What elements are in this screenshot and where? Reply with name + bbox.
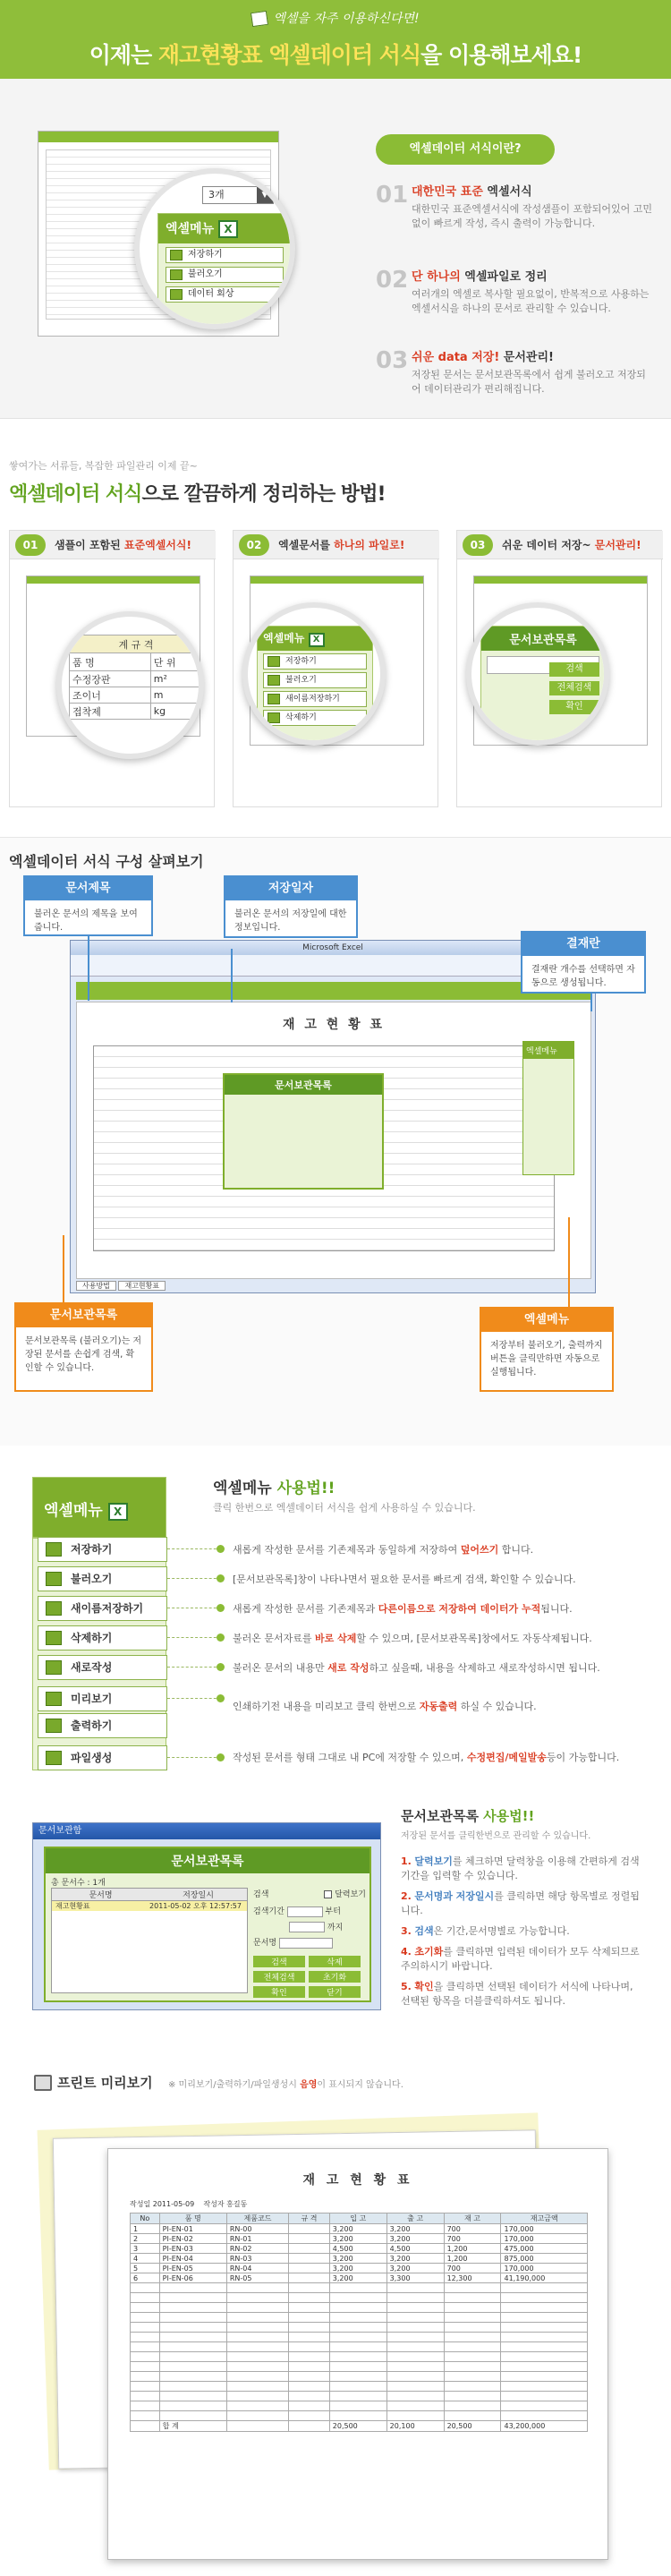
folder-icon <box>46 1572 62 1586</box>
step-3: 3. 검색은 기간,문서명별로 가능합니다. <box>401 1925 570 1937</box>
card2-lens: 엑셀메뉴 X 저장하기 불러오기 새이름저장하기 삭제하기 <box>242 602 386 746</box>
doc-name-input[interactable] <box>279 1938 333 1949</box>
doc-list-window: 문서보관함 문서보관목록 총 문서수 : 1개 문서명 저장일시 재고현황표 2011-05-02 오후 12:57:57 검색 달력보기 검색기간 부터 까지 문서명 검색 삭제 전체검색 초기화 확인 닫기 <box>32 1822 381 2010</box>
load-button[interactable]: 불러오기 <box>38 1566 167 1591</box>
print-title: 프린트 미리보기 <box>57 2075 153 2091</box>
save-icon <box>46 1542 62 1557</box>
sheet-tabs <box>76 1281 166 1291</box>
load-button[interactable]: 불러오기 <box>166 267 284 283</box>
list-dialog-preview: 문서보관목록 <box>223 1073 384 1190</box>
printer-icon <box>46 1719 62 1733</box>
step-4: 4. 초기화를 클릭하면 입력된 데이터가 모두 삭제되므로 주의하시기 바랍니다. <box>401 1946 640 1972</box>
header-title: 이제는 재고현황표 엑셀데이터 서식을 이용해보세요! <box>89 42 582 68</box>
list-usage-subtitle: 저장된 문서를 클릭한번으로 관리할 수 있습니다. <box>401 1831 591 1841</box>
confirm-button[interactable]: 확인 <box>549 700 599 714</box>
menu-row-preview: 미리보기 인쇄하기전 내용을 미리보고 클릭 한번으로 자동출력 하실 수 있습니다. <box>38 1686 664 1711</box>
search-all-button[interactable]: 전체검색 <box>253 1971 305 1983</box>
method-card-3: 03 쉬운 데이터 저장~ 문서관리! 문서보관목록 검색 전체검색 확인 <box>456 530 662 807</box>
sheet-tab-stock[interactable]: 재고현황표 <box>118 1281 166 1291</box>
card3-lens: 문서보관목록 검색 전체검색 확인 <box>466 602 609 746</box>
header-handwriting: 엑셀을 자주 이용하신다면! <box>0 9 671 27</box>
callout-doc-list: 문서보관목록 문서보관목록 (불러오기)는 저장된 문서를 손쉽게 검색, 확인할 수 있습니다. <box>14 1302 153 1392</box>
date-from-input[interactable] <box>287 1906 323 1917</box>
sheet-tab-usage[interactable]: 사용방법 <box>76 1281 116 1291</box>
form-toolbar <box>76 982 591 1000</box>
print-preview-page: 재 고 현 황 표 작성일 2011-05-09 작성자 홍길동 No 품 명 제품코드 규 격 입 고 출 고 재 고 재고금액 1 PI-EN-01 RN-00 3,200 3,200 700 170,000 2 PI-EN-02 RN-01 3,200 3,200 700 170,000 3 PI-EN-03 RN-02 4,500 4,500 1,200 475,000 4 PI-EN-04 RN-03 3,200 3,200 1,200 875,000 5 PI-EN-05 RN-04 3,200 3,200 700 170,000 6 PI-EN-06 RN-05 3,200 3,300 12,300 41,190,000 합 계 20,500 20,100 20,500 43,200,000 <box>107 2148 608 2560</box>
reset-button[interactable]: 초기화 <box>309 1971 361 1983</box>
zoom-lens <box>134 168 295 329</box>
folder-icon <box>170 269 183 280</box>
header-banner <box>0 0 671 79</box>
worksheet: 재 고 현 황 표 <box>76 1002 591 1279</box>
menu-delete[interactable]: 삭제하기 <box>263 710 367 726</box>
new-doc-icon <box>46 1660 62 1675</box>
what-is-pill: 엑셀데이터 서식이란? <box>376 134 555 165</box>
doc-list-table <box>51 1888 248 1993</box>
trash-icon <box>268 712 280 723</box>
excel-menu-header: 엑셀메뉴 X <box>32 1477 166 1538</box>
calendar-checkbox[interactable] <box>324 1890 332 1898</box>
search-all-button[interactable]: 전체검색 <box>549 681 599 695</box>
printer-icon <box>34 2075 52 2091</box>
menu-row-delete: 삭제하기 불러온 문서자료를 바로 삭제할 수 있으며, [문서보관목록]창에서도 자동삭제됩니다. <box>38 1625 664 1651</box>
excel-logo-icon: X <box>218 220 238 238</box>
excel-logo-icon: X <box>309 633 325 647</box>
menu-usage-subtitle: 클릭 한번으로 엑셀데이터 서식을 쉽게 사용하실 수 있습니다. <box>213 1502 476 1514</box>
menu-row-file: 파일생성 작성된 문서를 형태 그대로 내 PC에 저장할 수 있으며, 수정편집/메일발송등이 가능합니다. <box>38 1745 664 1770</box>
menu-row-print <box>38 1713 167 1738</box>
close-button[interactable]: 닫기 <box>309 1986 361 1998</box>
menu-saveas[interactable]: 새이름저장하기 <box>263 691 367 707</box>
save-button[interactable]: 저장하기 <box>166 247 284 263</box>
search-button[interactable]: 검색 <box>549 662 599 677</box>
data-recall-button[interactable]: 데이터 회상 <box>166 286 284 303</box>
list-usage-title: 문서보관목록 사용법!! <box>401 1808 535 1824</box>
folder-icon <box>268 675 280 686</box>
menu-save[interactable]: 저장하기 <box>263 653 367 670</box>
step-2: 2. 문서명과 저장일시를 클릭하면 해당 항목별로 정렬됩니다. <box>401 1890 640 1916</box>
method-card-2: 02 엑셀문서를 하나의 파일로! 엑셀메뉴 X 저장하기 불러오기 새이름저장하기 삭제하기 <box>233 530 438 807</box>
new-doc-button[interactable]: 새로작성 <box>38 1655 167 1680</box>
excel-logo-icon: X <box>108 1503 128 1521</box>
search-button[interactable]: 검색 <box>253 1956 305 1967</box>
step-1: 1. 달력보기를 체크하면 달력창을 이용해 간편하게 검색기간을 입력할 수 있습니다. <box>401 1855 640 1881</box>
menu-usage-title: 엑셀메뉴 사용법!! <box>213 1480 336 1497</box>
print-table: No 품 명 제품코드 규 격 입 고 출 고 재 고 재고금액 1 PI-EN-01 RN-00 3,200 3,200 700 170,000 2 PI-EN-02 RN-01 3,200 3,200 700 170,000 3 PI-EN-03 RN-02 4,500 4,500 1,200 475,000 4 PI-EN-04 RN-03 3,200 3,200 1,200 875,000 5 PI-EN-05 RN-04 3,200 3,200 700 170,000 6 PI-EN-06 RN-05 3,200 3,300 12,300 41,190,000 합 계 20,500 20,100 20,500 43,200,000 <box>130 2213 588 2432</box>
saveas-icon <box>268 694 280 704</box>
callout-doc-title: 문서제목 불러온 문서의 제목을 보여줍니다. <box>23 875 153 936</box>
menu-load[interactable]: 불러오기 <box>263 672 367 688</box>
sort-by-name[interactable]: 문서명 <box>89 1891 113 1900</box>
step-5: 5. 확인을 클릭하면 선택된 데이터가 서식에 나타나며, 선택된 항목을 더블클릭하셔도 됩니다. <box>401 1981 633 2007</box>
card1-lens: 계 규 격 품 명 단 위 수정장판 m² 조이너 m 접착제 kg <box>56 611 204 759</box>
print-button[interactable]: 출력하기 <box>38 1713 167 1738</box>
menu-row-load: 불러오기 [문서보관목록]창이 나타나면서 필요한 문서를 빠르게 검색, 확인할 수 있습니다. <box>38 1566 664 1591</box>
excel-menu-panel: 엑셀메뉴 X 저장하기 불러오기 데이터 회상 <box>157 213 292 329</box>
doc-list-row[interactable]: 재고현황표 2011-05-02 오후 12:57:57 <box>52 1901 247 1911</box>
saveas-icon <box>46 1601 62 1616</box>
menu-row-new: 새로작성 불러온 문서의 내용만 새로 작성하고 싶을때, 내용을 삭제하고 새로작성하시면 됩니다. <box>38 1655 664 1680</box>
menu-row-saveas: 새이름저장하기 새롭게 작성한 문서를 기존제목과 다른이름으로 저장하여 데이터가 누적됩니다. <box>38 1596 664 1621</box>
preview-button[interactable]: 미리보기 <box>38 1686 167 1711</box>
delete-button[interactable]: 삭제 <box>309 1956 361 1967</box>
create-file-button[interactable]: 파일생성 <box>38 1745 167 1770</box>
chevron-down-icon: ▼ <box>257 187 273 203</box>
sort-by-date[interactable]: 저장일시 <box>183 1891 214 1900</box>
side-menu-preview: 엑셀메뉴 <box>522 1041 574 1175</box>
saveas-button[interactable]: 새이름저장하기 <box>38 1596 167 1621</box>
save-icon <box>268 656 280 667</box>
pencil-note-icon <box>251 11 268 27</box>
method-title: 엑셀데이터 서식으로 깔끔하게 정리하는 방법! <box>9 483 386 506</box>
callout-excel-menu: 엑셀메뉴 저장부터 불러오기, 출력까지 버튼을 클릭만하면 자동으로 실행됩니다. <box>480 1307 614 1392</box>
method-subtitle: 쌓여가는 서류들, 복잡한 파일관리 이제 끝~ <box>9 460 198 472</box>
data-icon <box>170 289 183 300</box>
menu-row-save: 저장하기 새롭게 작성한 문서를 기존제목과 동일하게 저장하여 덮어쓰기 합니다. <box>38 1537 664 1562</box>
file-icon <box>46 1751 62 1765</box>
save-icon <box>170 250 183 260</box>
preview-icon <box>46 1692 62 1706</box>
intro-section: 3개 ▼ 엑셀메뉴 X 저장하기 불러오기 데이터 회상 엑셀데이터 서식이란? 01 대한민국 표준 엑셀서식 대한민국 표준엑셀서식에 작성샘플이 포함되어있어 고민없이 빠르게 작성, 즉시 출력이 가능합니다. 02 단 하나의 엑셀파일로 정리 여러개의 엑셀로 복사할 필요없이, 반복적으로 사용하는 엑셀서식을 하나의 문서로 관리할 수 있습니다. 03 쉬운 data 저장! 문서관리! 저장된 문서는 문서보관목록에서 쉽게 불러오고 저장되어 데이터관리가 편리해집니다. <box>0 79 671 419</box>
delete-button[interactable]: 삭제하기 <box>38 1625 167 1651</box>
save-button[interactable]: 저장하기 <box>38 1537 167 1562</box>
confirm-button[interactable]: 확인 <box>253 1986 305 1998</box>
print-note: ※ 미리보기/출력하기/파일생성시 음영이 표시되지 않습니다. <box>168 2080 403 2090</box>
callout-approval: 결재란 결재란 개수를 선택하면 자동으로 생성됩니다. <box>521 931 646 994</box>
trash-icon <box>46 1631 62 1645</box>
method-card-1: 01 샘플이 포함된 표준엑셀서식! 계 규 격 품 명 단 위 수정장판 m² 조이너 m 접착제 kg <box>9 530 215 807</box>
callout-save-date: 저장일자 불러온 문서의 저장일에 대한 정보입니다. <box>224 875 358 938</box>
structure-title: 엑셀데이터 서식 구성 살펴보기 <box>9 853 204 870</box>
excel-window: Microsoft Excel 재 고 현 황 표 문서보관목록 엑셀메뉴 사용방법 재고현황표 <box>70 940 596 1293</box>
list-usage-steps <box>401 1855 642 2015</box>
date-to-input[interactable] <box>289 1922 325 1932</box>
count-dropdown[interactable]: 3개 ▼ <box>202 186 274 204</box>
